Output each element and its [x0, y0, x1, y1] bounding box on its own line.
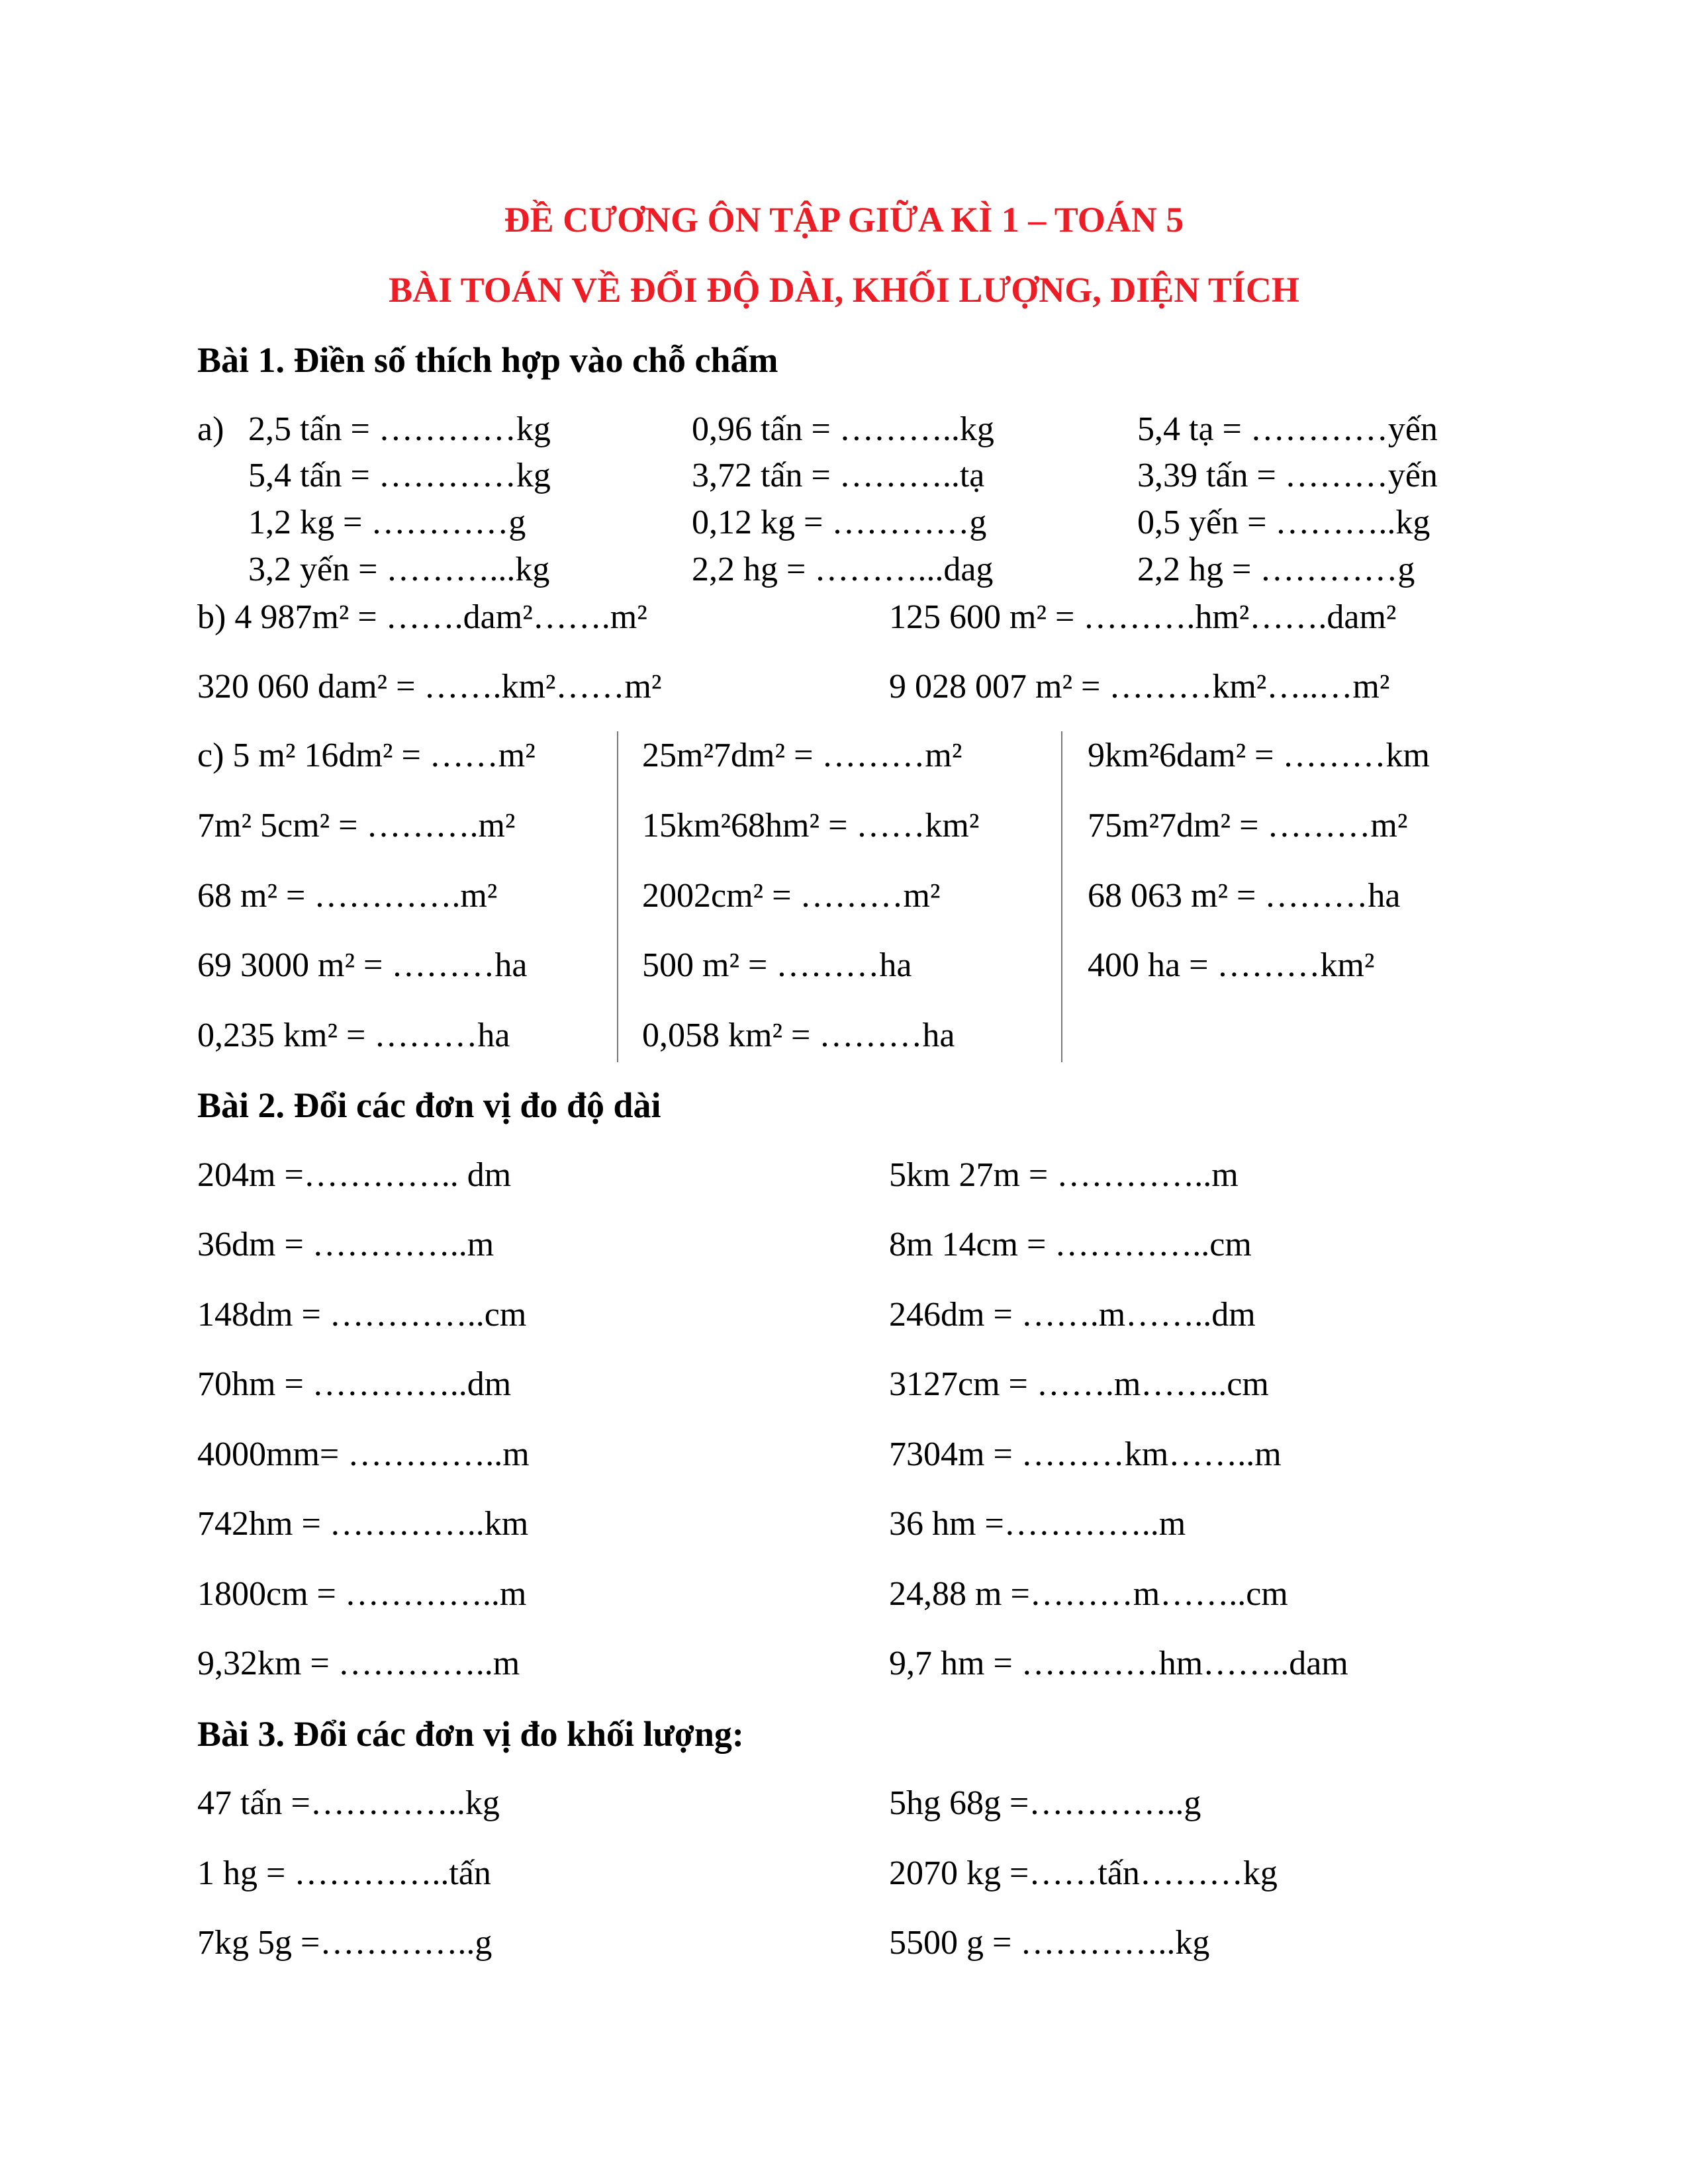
bai1-a-item: 3,72 tấn = ………..tạ [692, 457, 985, 494]
bai2-item: 9,7 hm = …………hm……..dam [889, 1645, 1348, 1682]
bai1-c-item: 68 m² = ………….m² [197, 877, 498, 915]
bai1-a-item: 0,12 kg = …………g [692, 504, 987, 541]
bai2-item: 148dm = …………..cm [197, 1296, 527, 1334]
bai3-item: 47 tấn =…………..kg [197, 1784, 500, 1822]
bai2-item: 3127cm = …….m……..cm [889, 1365, 1269, 1403]
bai3-heading: Bài 3. Đổi các đơn vị đo khối lượng: [197, 1714, 744, 1754]
bai1-c-item: 69 3000 m² = ………ha [197, 946, 528, 984]
bai1-c-item: 500 m² = ………ha [642, 946, 912, 984]
bai2-item: 5km 27m = …………..m [889, 1156, 1239, 1194]
bai2-item: 9,32km = …………..m [197, 1645, 520, 1682]
bai1-c-item: 0,235 km² = ………ha [197, 1017, 510, 1054]
bai1-a-item: 5,4 tấn = …………kg [248, 457, 551, 494]
bai3-item: 1 hg = …………..tấn [197, 1854, 491, 1892]
bai1-c-item: 15km²68hm² = ……km² [642, 807, 980, 844]
bai1-a-item: 0,5 yến = ………..kg [1137, 504, 1430, 541]
bai2-item: 742hm = …………..km [197, 1505, 529, 1543]
bai2-item: 4000mm= …………..m [197, 1435, 530, 1473]
bai2-item: 1800cm = …………..m [197, 1575, 527, 1613]
bai1-b-item: 125 600 m² = ……….hm²…….dam² [889, 598, 1397, 636]
bai1-a-item: 3,39 tấn = ………yến [1137, 457, 1438, 494]
bai2-item: 70hm = …………..dm [197, 1365, 512, 1403]
bai1-b-item: 320 060 dam² = …….km²……m² [197, 668, 662, 705]
bai1-c-item: 68 063 m² = ………ha [1088, 877, 1401, 915]
bai1-a-item: 2,2 hg = ………...dag [692, 551, 994, 588]
bai2-heading: Bài 2. Đổi các đơn vị đo độ dài [197, 1085, 661, 1125]
bai1-c-item: 75m²7dm² = ………m² [1088, 807, 1408, 844]
bai3-item: 5hg 68g =…………..g [889, 1784, 1201, 1822]
bai1-c-item: 0,058 km² = ………ha [642, 1017, 955, 1054]
bai2-item: 7304m = ………km……..m [889, 1435, 1282, 1473]
column-divider [1061, 731, 1062, 1062]
bai2-item: 36dm = …………..m [197, 1226, 494, 1263]
bai1-c-item: c) 5 m² 16dm² = ……m² [197, 737, 536, 774]
bai1-b-item: 9 028 007 m² = ………km²…..…m² [889, 668, 1390, 705]
bai1-c-item: 2002cm² = ………m² [642, 877, 941, 915]
bai3-item: 5500 g = …………..kg [889, 1924, 1210, 1962]
title-line-2: BÀI TOÁN VỀ ĐỔI ĐỘ DÀI, KHỐI LƯỢNG, DIỆN TÍCH [389, 270, 1299, 310]
bai1-c-item: 9km²6dam² = ………km [1088, 737, 1430, 774]
bai1-a-item: 3,2 yến = ………...kg [248, 551, 550, 588]
bai2-item: 24,88 m =………m……..cm [889, 1575, 1288, 1613]
bai3-item: 2070 kg =……tấn………kg [889, 1854, 1278, 1892]
bai1-a-item: 0,96 tấn = ………..kg [692, 410, 994, 448]
title-line-1: ĐỀ CƯƠNG ÔN TẬP GIỮA KÌ 1 – TOÁN 5 [504, 200, 1184, 240]
column-divider [617, 731, 618, 1062]
bai1-a-item: 2,5 tấn = …………kg [248, 410, 551, 448]
bai3-item: 7kg 5g =…………..g [197, 1924, 492, 1962]
bai1-c-item: 400 ha = ………km² [1088, 946, 1375, 984]
bai1-a-label: a) [197, 410, 224, 448]
bai1-c-item: 7m² 5cm² = ……….m² [197, 807, 516, 844]
bai1-a-item: 2,2 hg = …………g [1137, 551, 1415, 588]
bai1-a-item: 5,4 tạ = …………yến [1137, 410, 1438, 448]
bai1-c-item: 25m²7dm² = ………m² [642, 737, 962, 774]
bai2-item: 36 hm =…………..m [889, 1505, 1186, 1543]
bai2-item: 8m 14cm = …………..cm [889, 1226, 1252, 1263]
bai2-item: 204m =………….. dm [197, 1156, 512, 1194]
bai1-b-item: b) 4 987m² = …….dam²…….m² [197, 598, 647, 636]
bai1-heading: Bài 1. Điền số thích hợp vào chỗ chấm [197, 340, 778, 380]
bai1-a-item: 1,2 kg = …………g [248, 504, 526, 541]
bai2-item: 246dm = …….m……..dm [889, 1296, 1256, 1334]
